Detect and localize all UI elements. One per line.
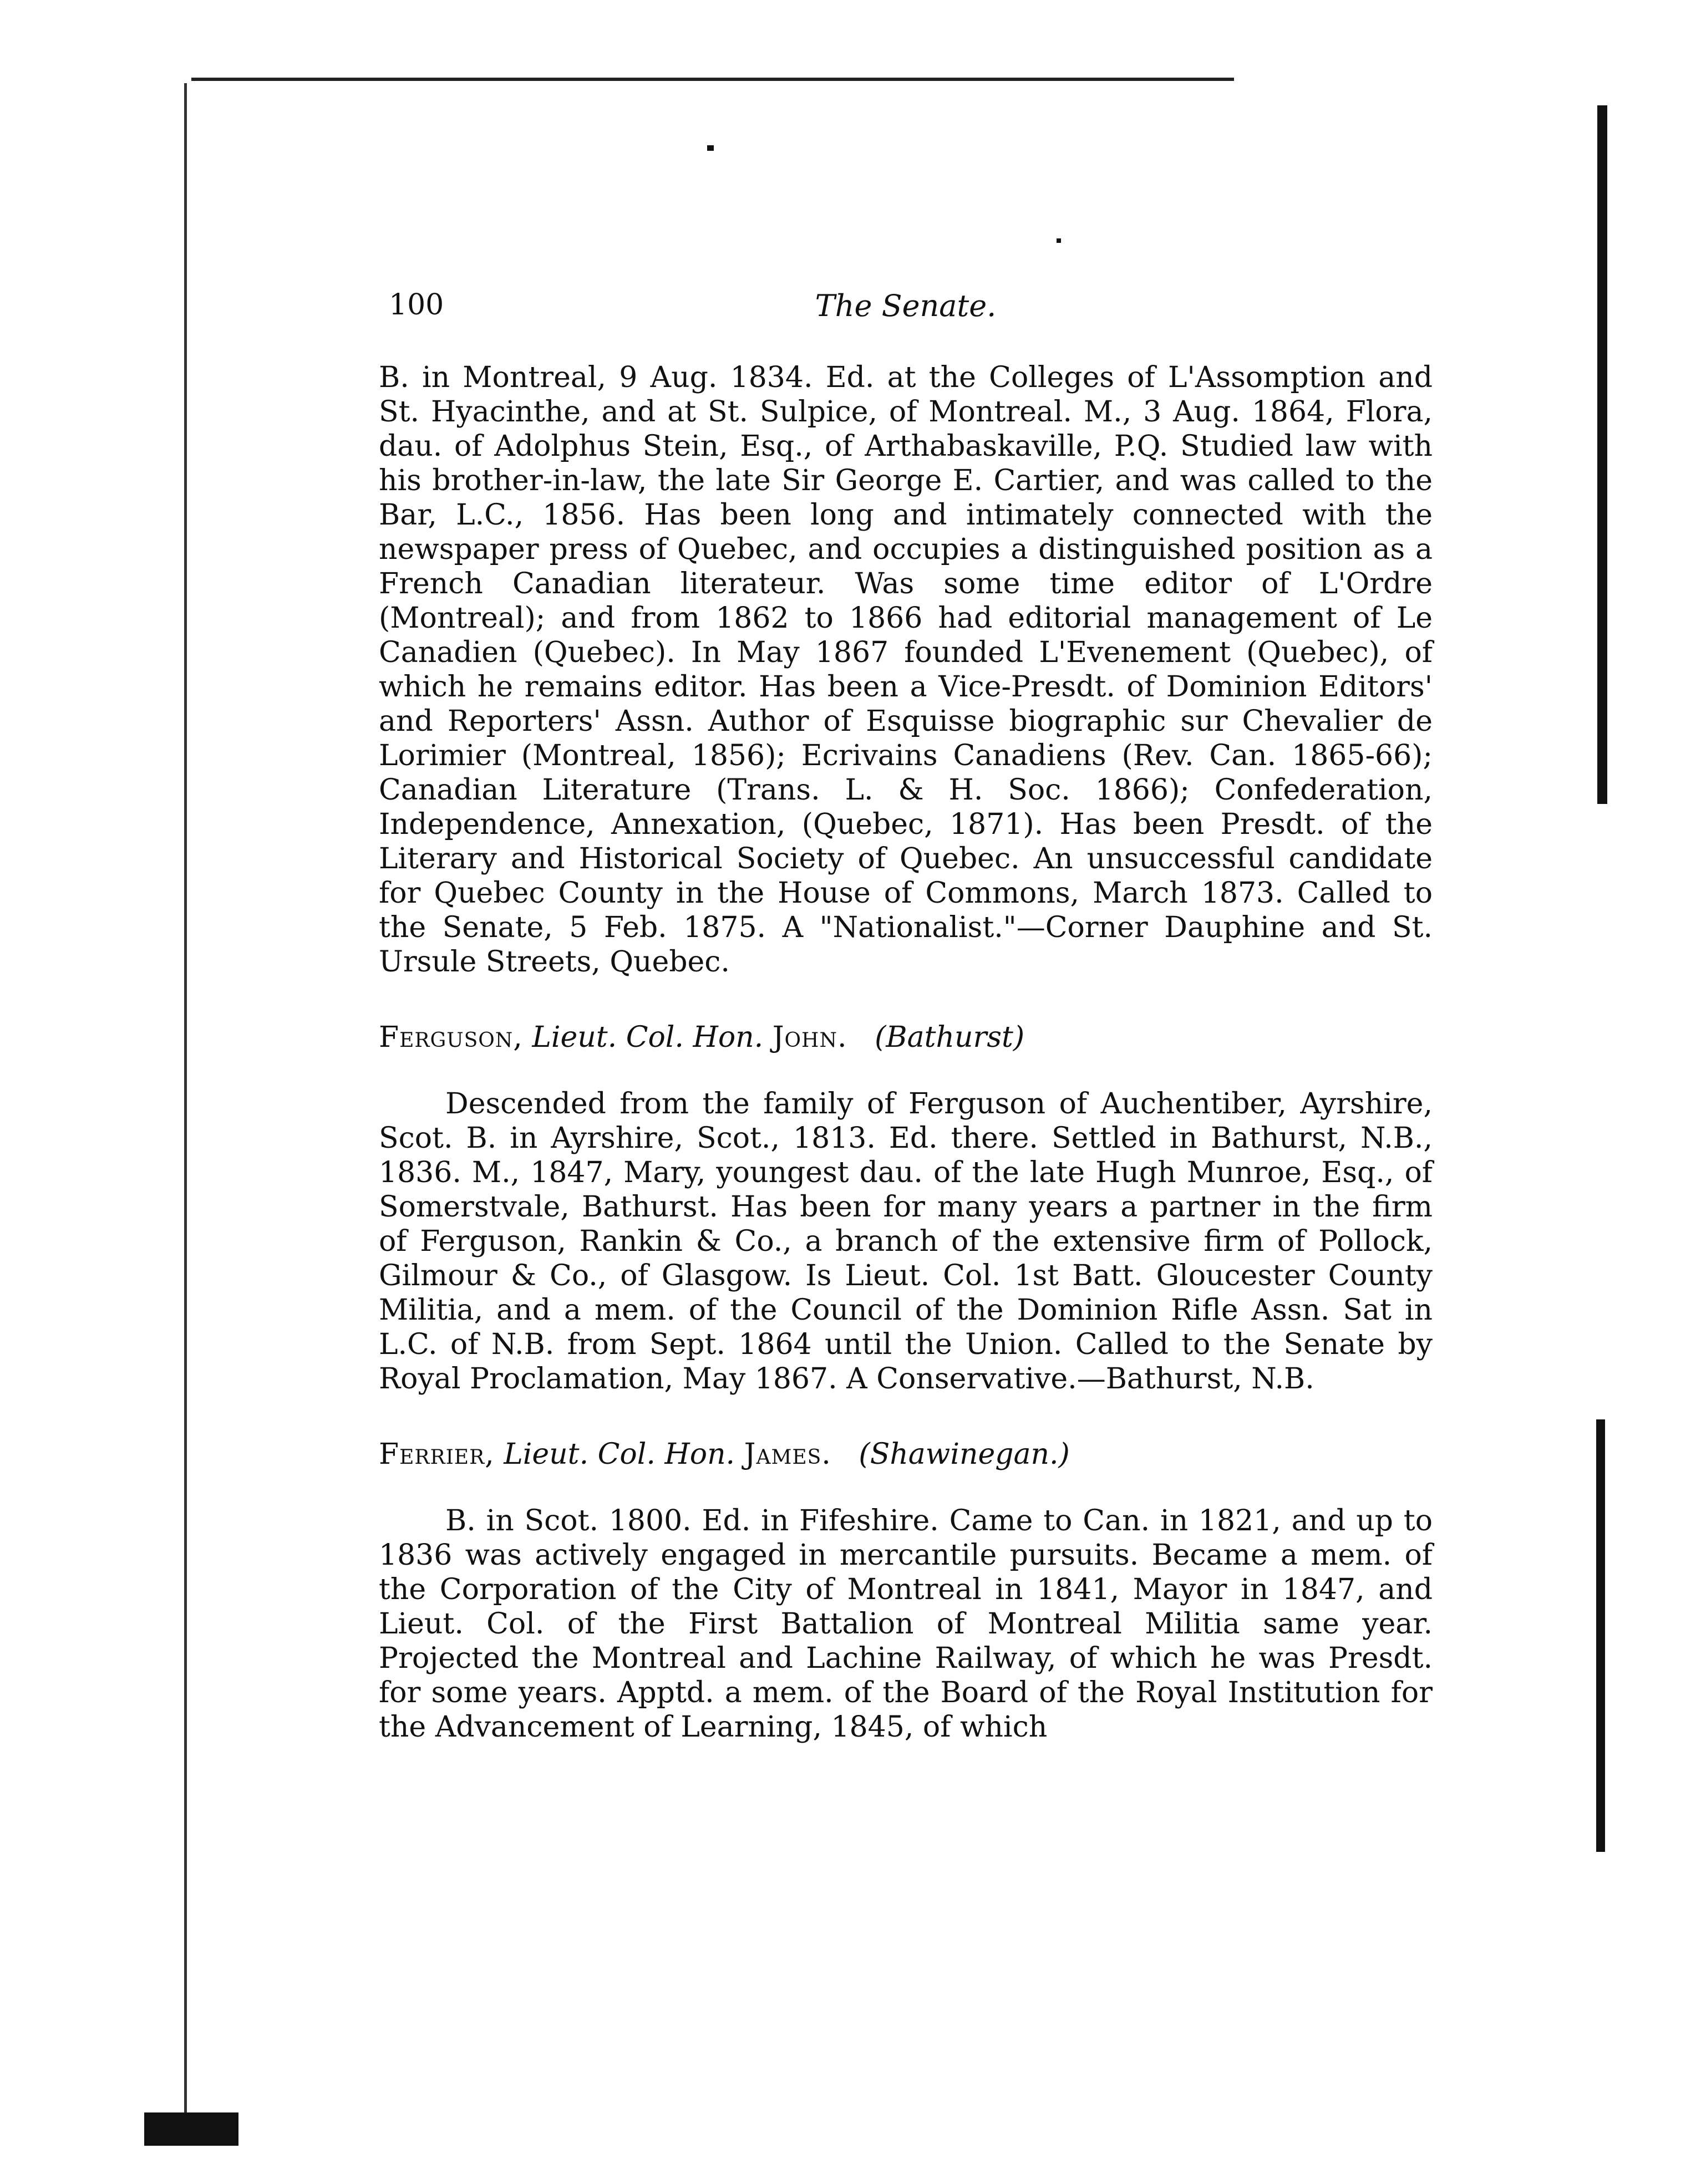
page-number: 100 [389,288,444,322]
entry-3-heading [379,1437,1433,1472]
scan-speck [1057,238,1061,243]
page-header [379,288,1433,338]
scan-blot [144,2112,238,2146]
entry-3-surname: Ferrier, [379,1438,495,1471]
running-head: The Senate. [815,288,997,323]
page-content [379,288,1433,1744]
entry-3-division: (Shawinegan.) [859,1438,1070,1471]
entry-1-text: B. in Montreal, 9 Aug. 1834. Ed. at the Colleges of L'Assomption and St. Hyacinthe, and at St. Sulpice, of Montreal. M., 3 Aug. 1864, Flora, dau. of Adolphus Stein, Esq., of Arthabaskaville, P.Q. Studied law with his brother-in-law, the late Sir George E. Cartier, and was called to the Bar, L.C., 1856. Has been long and intimately connected with the newspaper press of Quebec, and occupies a distinguished position as a French Canadian literateur. Was some time editor of L'Ordre (Montreal); and from 1862 to 1866 had editorial management of Le Canadien (Quebec). In May 1867 founded L'Evenement (Quebec), of which he remains editor. Has been a Vice-Presdt. of Dominion Editors' and Reporters' Assn. Author of Esquisse biographic sur Chevalier de Lorimier (Montreal, 1856); Ecrivains Canadiens (Rev. Can. 1865-66); Canadian Literature (Trans. L. & H. Soc. 1866); Confederation, Independence, Annexation, (Quebec, 1871). Has been Presdt. of the Literary and Historical Society of Quebec. An unsuccessful candidate for Quebec County in the House of Commons, March 1873. Called to the Senate, 5 Feb. 1875. A "Nationalist."—Corner Dauphine and St. Ursule Streets, Quebec. [379,361,1433,979]
entry-2-given-name: John. [772,1021,847,1054]
scan-edge-top [191,78,1234,81]
scan-edge-right-lower [1596,1419,1605,1852]
entry-3-given-name: James. [744,1438,831,1471]
scan-speck [707,145,714,151]
entry-3-title: Lieut. Col. Hon. [504,1438,735,1471]
entry-2-title: Lieut. Col. Hon. [532,1021,764,1054]
entry-2-surname: Ferguson, [379,1021,523,1054]
scan-edge-right [1597,105,1607,804]
entry-2-division: (Bathurst) [875,1021,1025,1054]
scan-edge-left [184,83,187,2140]
entry-3-text: B. in Scot. 1800. Ed. in Fifeshire. Came to Can. in 1821, and up to 1836 was actively engaged in mercantile pursuits. Became a mem. of the Corporation of the City of Montreal in 1841, Mayor in 1847, and Lieut. Col. of the First Battalion of Montreal Militia same year. Projected the Montreal and Lachine Railway, of which he was Presdt. for some years. Apptd. a mem. of the Board of the Royal Institution for the Advancement of Learning, 1845, of which [379,1504,1433,1744]
entry-2-heading [379,1020,1433,1055]
entry-2-text: Descended from the family of Ferguson of Auchentiber, Ayrshire, Scot. B. in Ayrshire, Scot., 1813. Ed. there. Settled in Bathurst, N.B., 1836. M., 1847, Mary, youngest dau. of the late Hugh Munroe, Esq., of Somerstvale, Bathurst. Has been for many years a partner in the firm of Ferguson, Rankin & Co., a branch of the extensive firm of Pollock, Gilmour & Co., of Glasgow. Is Lieut. Col. 1st Batt. Gloucester County Militia, and a mem. of the Council of the Dominion Rifle Assn. Sat in L.C. of N.B. from Sept. 1864 until the Union. Called to the Senate by Royal Proclamation, May 1867. A Conservative.—Bathurst, N.B. [379,1087,1433,1396]
